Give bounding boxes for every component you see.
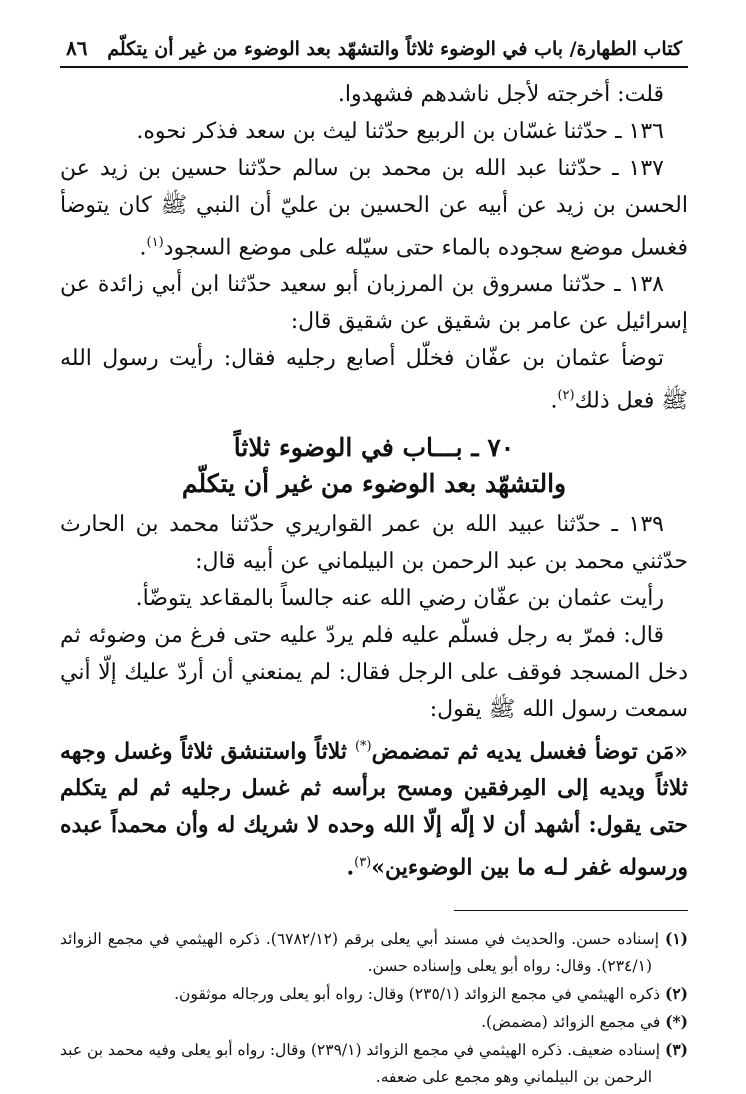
hadith-139-quote xyxy=(60,728,688,887)
hadith-138-matn-text: توضأ عثمان بن عفّان فخلّل أصابع رجليه فقال: رأيت رسول الله ﷺ فعل ذلك xyxy=(60,346,688,414)
footnote-3 xyxy=(60,1036,688,1091)
hadith-136: ١٣٦ ـ حدّثنا غسّان بن الربيع حدّثنا ليث بن سعد فذكر نحوه. xyxy=(136,119,664,144)
hadith-137-text: ١٣٧ ـ حدّثنا عبد الله بن محمد بن سالم حدّثنا حسين بن زيد عن الحسن بن زيد عن أبيه عن الحسين بن عليّ أن النبي ﷺ كان يتوضأ فغسل موضع سجوده بالماء حتى سيّله على موضع السجود xyxy=(60,156,688,261)
footnote-text: إسناده ضعيف. ذكره الهيثمي في مجمع الزوائد (٢٣٩/١) وقال: رواه أبو يعلى وفيه محمد بن عبد الرحمن بن البيلماني وهو مجمع على ضعفه. xyxy=(60,1041,661,1087)
hadith-138-end: . xyxy=(550,388,558,414)
footnote-ref-star[interactable]: (*) xyxy=(354,738,372,754)
page-header xyxy=(60,36,688,68)
footnote-star xyxy=(60,1008,688,1036)
hadith-137 xyxy=(60,150,688,266)
chapter-heading-line-2: والتشهّد بعد الوضوء من غير أن يتكلّم xyxy=(181,468,567,498)
footnote-1 xyxy=(60,925,688,980)
footnotes xyxy=(60,925,688,1091)
footnote-text: ذكره الهيثمي في مجمع الزوائد (٢٣٥/١) وقال: رواه أبو يعلى ورجاله موثقون. xyxy=(174,985,661,1004)
hadith-139: ١٣٩ ـ حدّثنا عبيد الله بن عمر القواريري حدّثنا محمد بن الحارث حدّثني محمد بن عبد الرحمن بن البيلماني عن أبيه قال: xyxy=(60,511,688,574)
hadith-139-story: قال: فمرّ به رجل فسلّم عليه فلم يردّ عليه حتى فرغ من وضوئه ثم دخل المسجد فوقف على الرجل فقال: لم يمنعني أن أردّ عليك إلّا أني سمعت رسول الله ﷺ يقول: xyxy=(60,622,688,722)
footnote-2 xyxy=(60,980,688,1008)
hadith-139-narration: رأيت عثمان بن عفّان رضي الله عنه جالساً بالمقاعد يتوضّأ. xyxy=(135,585,664,611)
hadith-138-matn xyxy=(60,340,688,419)
footnote-ref-1[interactable]: (١) xyxy=(146,235,164,250)
footnote-mark: (٢) xyxy=(664,984,688,1004)
quote-start: «مَن توضأ فغسل يديه ثم تمضمض xyxy=(371,737,688,764)
hadith-138: ١٣٨ ـ حدّثنا مسروق بن المرزبان أبو سعيد حدّثنا ابن أبي زائدة عن إسرائيل عن عامر بن شقيق عن شقيق قال: xyxy=(60,272,688,335)
quote-end: . xyxy=(346,854,355,881)
footnote-mark: (*) xyxy=(665,1012,688,1032)
quote-rest: ثلاثاً واستنشق ثلاثاً وغسل وجهه ثلاثاً ويديه إلى المِرفقين ومسح برأسه ثم غسل رجليه ثم لم يتكلم حتى يقول: أشهد أن لا إلّه إلّا الله وحده لا شريك له وأن محمداً عبده ورسوله غفر لـه ما بين الوضوءين» xyxy=(60,737,688,881)
footnote-mark: (١) xyxy=(664,929,688,949)
running-title: كتاب الطهارة/ باب في الوضوء ثلاثاً والتشهّد بعد الوضوء من غير أن يتكلّم xyxy=(107,38,682,60)
footnote-divider xyxy=(454,910,688,911)
hadith-137-end: . xyxy=(139,235,147,261)
page-number: ٨٦ xyxy=(66,36,88,60)
footnote-ref-3[interactable]: (٣) xyxy=(354,854,372,870)
main-text xyxy=(60,76,688,886)
chapter-heading xyxy=(60,430,688,502)
footnote-text: في مجمع الزوائد (مضمض). xyxy=(481,1013,661,1032)
chapter-heading-line-1: ٧٠ ـ بـــاب في الوضوء ثلاثاً xyxy=(233,432,515,462)
footnote-text: إسناده حسن. والحديث في مسند أبي يعلى برقم (٦٧٨٢/١٢). ذكره الهيثمي في مجمع الزوائد (٢٣٤/١). وقال: رواه أبو يعلى وإسناده حسن. xyxy=(60,930,660,976)
footnote-ref-2[interactable]: (٢) xyxy=(557,388,575,404)
paragraph-comment: قلت: أخرجته لأجل ناشدهم فشهدوا. xyxy=(337,82,664,107)
footnote-mark: (٣) xyxy=(664,1040,688,1060)
